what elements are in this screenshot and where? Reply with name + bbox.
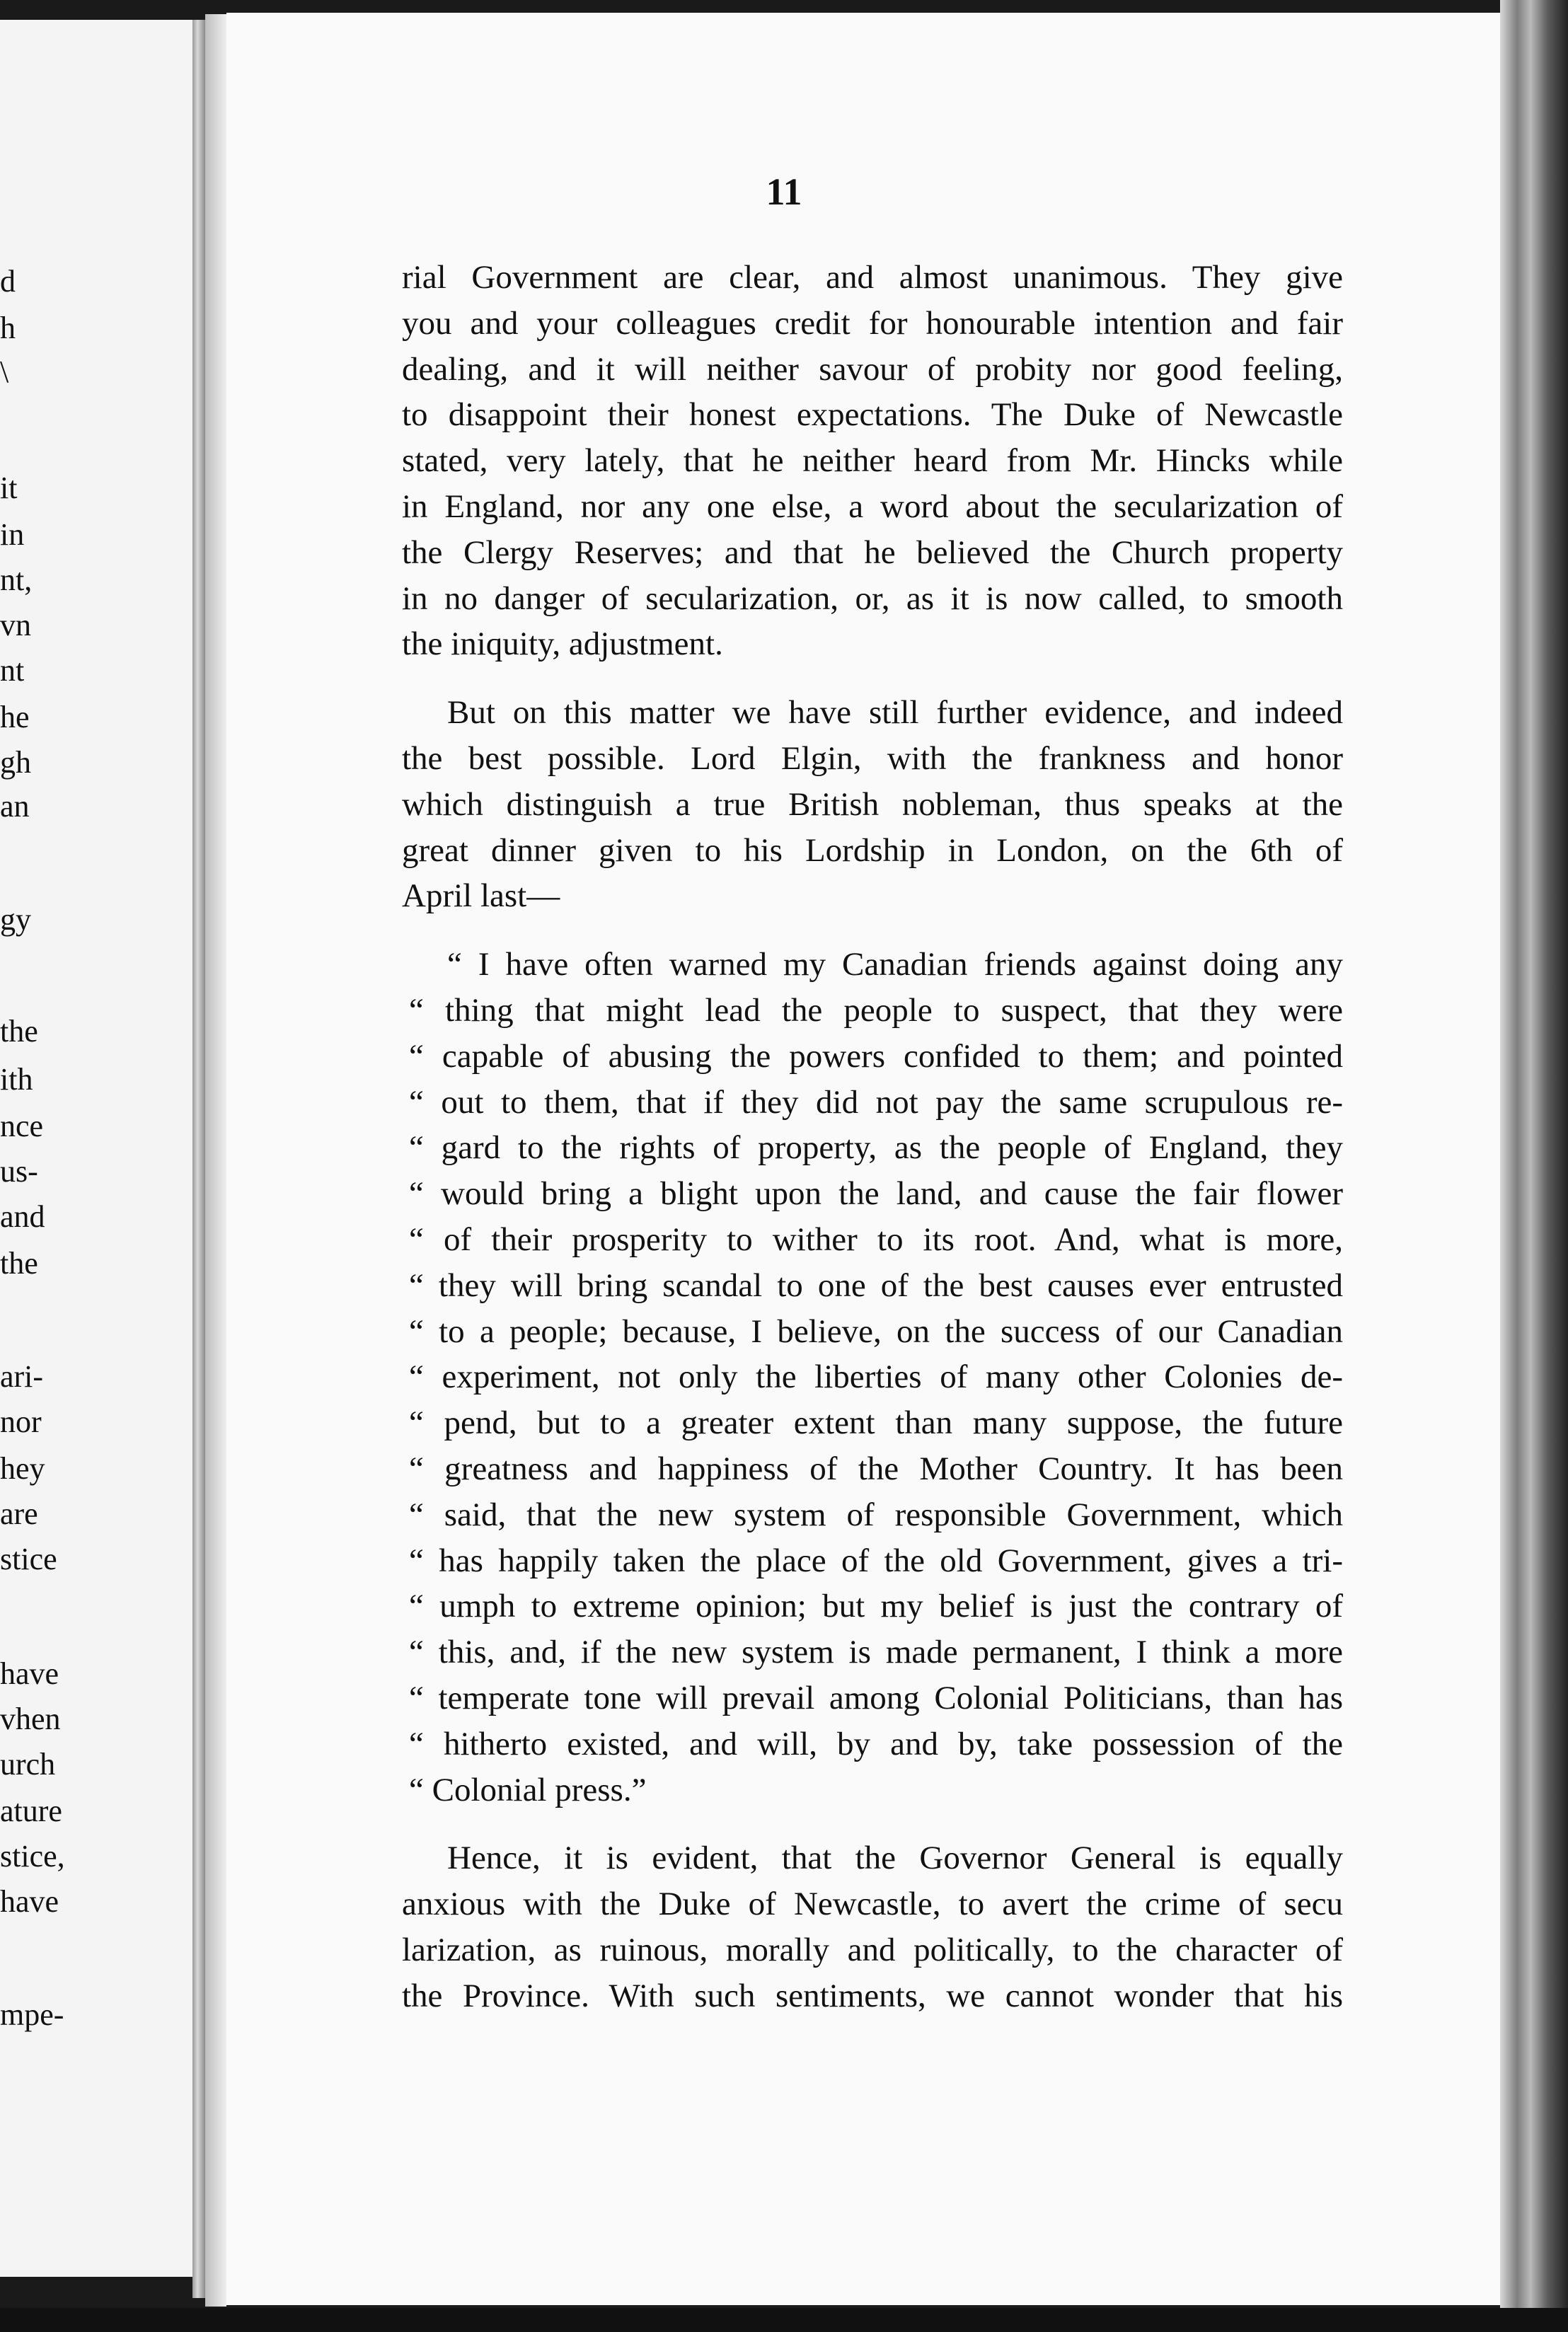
text-line: great dinner given to his Lordship in London, on the 6th of <box>402 831 1343 869</box>
left-fragment: in <box>0 517 25 552</box>
quote-line: “ experiment, not only the liberties of many other Colonies de- <box>409 1358 1343 1396</box>
left-fragment: nt, <box>0 562 33 597</box>
left-fragment: stice <box>0 1542 57 1576</box>
quote-line: “ capable of abusing the powers confided to them; and pointed <box>409 1037 1343 1075</box>
page-body <box>402 255 1343 2019</box>
left-fragment: vn <box>0 608 31 642</box>
text-line: stated, very lately, that he neither heard from Mr. Hincks while <box>402 442 1343 480</box>
text-line: anxious with the Duke of Newcastle, to avert the crime of secu <box>402 1886 1343 1923</box>
left-fragment: the <box>0 1014 38 1049</box>
left-fragment: h <box>0 311 16 345</box>
page-number: 11 <box>766 171 802 213</box>
left-fragment: it <box>0 471 18 505</box>
left-fragment: ith <box>0 1062 33 1097</box>
text-line: larization, as ruinous, morally and politically, to the character of <box>402 1931 1343 1968</box>
left-fragment: d <box>0 264 16 299</box>
left-fragment: are <box>0 1496 38 1531</box>
text-line: April last— <box>402 877 560 915</box>
quote-line: “ I have often warned my Canadian friends against doing any <box>447 946 1343 983</box>
left-fragment: nt <box>0 653 25 688</box>
quote-line: “ greatness and happiness of the Mother Country. It has been <box>409 1450 1343 1487</box>
quotation-block <box>402 942 1343 1813</box>
quote-line: “ thing that might lead the people to suspect, that they were <box>409 991 1343 1029</box>
paragraph-2 <box>402 690 1343 919</box>
quote-line: “ they will bring scandal to one of the best causes ever entrusted <box>409 1266 1343 1304</box>
left-fragment: gy <box>0 902 31 937</box>
left-fragment: gh <box>0 745 31 780</box>
text-line: rial Government are clear, and almost unanimous. They give <box>402 259 1343 296</box>
quote-line: “ said, that the new system of responsible Government, which <box>409 1496 1343 1533</box>
left-fragment: \ <box>0 354 9 389</box>
left-fragment: he <box>0 700 30 734</box>
text-line: the iniquity, adjustment. <box>402 625 723 663</box>
left-fragment: an <box>0 789 30 824</box>
quote-line: “ out to them, that if they did not pay the same scrupulous re- <box>409 1083 1343 1121</box>
left-fragment: nce <box>0 1109 44 1143</box>
text-line: But on this matter we have still further evidence, and indeed <box>447 694 1343 732</box>
text-line: in no danger of secularization, or, as it is now called, to smooth <box>402 579 1343 617</box>
left-fragment: ari- <box>0 1359 44 1394</box>
left-fragment: us- <box>0 1154 38 1189</box>
quote-line: “ of their prosperity to wither to its root. And, what is more, <box>409 1220 1343 1258</box>
text-line: which distinguish a true British nobleman, thus speaks at the <box>402 785 1343 823</box>
quote-line: “ umph to extreme opinion; but my belief is just the contrary of <box>409 1588 1343 1625</box>
paragraph-1 <box>402 255 1343 667</box>
text-line: you and your colleagues credit for honourable intention and fair <box>402 304 1343 342</box>
page-edge <box>1500 0 1568 2332</box>
text-line: dealing, and it will neither savour of probity nor good feeling, <box>402 350 1343 388</box>
quote-line: “ gard to the rights of property, as the people of England, they <box>409 1129 1343 1167</box>
text-line: the Province. With such sentiments, we cannot wonder that his <box>402 1977 1343 2014</box>
left-fragment: ature <box>0 1794 62 1828</box>
text-line: in England, nor any one else, a word about the secularization of <box>402 487 1343 525</box>
left-fragment: stice, <box>0 1839 65 1874</box>
left-fragment: have <box>0 1656 59 1691</box>
left-fragment: have <box>0 1884 59 1919</box>
quote-line: “ Colonial press.” <box>409 1771 647 1808</box>
text-line: the best possible. Lord Elgin, with the frankness and honor <box>402 739 1343 777</box>
quote-line: “ to a people; because, I believe, on the success of our Canadian <box>409 1312 1343 1350</box>
page-gutter <box>205 14 226 2307</box>
quote-line: “ has happily taken the place of the old Government, gives a tri- <box>409 1542 1343 1579</box>
quote-line: “ would bring a blight upon the land, and cause the fair flower <box>409 1175 1343 1213</box>
scan-border <box>0 2308 1568 2332</box>
left-fragment: urch <box>0 1747 56 1782</box>
text-line: to disappoint their honest expectations. The Duke of Newcastle <box>402 396 1343 434</box>
left-facing-page <box>0 20 192 2277</box>
book-spine-shadow <box>192 20 205 2298</box>
quote-line: “ temperate tone will prevail among Colonial Politicians, than has <box>409 1679 1343 1716</box>
left-fragment: and <box>0 1199 45 1234</box>
left-fragment: mpe- <box>0 1997 64 2032</box>
quote-line: “ pend, but to a greater extent than many suppose, the future <box>409 1404 1343 1442</box>
left-fragment: nor <box>0 1404 42 1439</box>
left-fragment: vhen <box>0 1702 61 1736</box>
left-fragment: hey <box>0 1451 45 1486</box>
left-fragment: the <box>0 1246 38 1281</box>
quote-line: “ this, and, if the new system is made permanent, I think a more <box>409 1634 1343 1671</box>
text-line: the Clergy Reserves; and that he believed the Church property <box>402 533 1343 571</box>
text-line: Hence, it is evident, that the Governor General is equally <box>447 1840 1343 1877</box>
quote-line: “ hitherto existed, and will, by and by, take possession of the <box>409 1725 1343 1762</box>
paragraph-4 <box>402 1835 1343 2019</box>
